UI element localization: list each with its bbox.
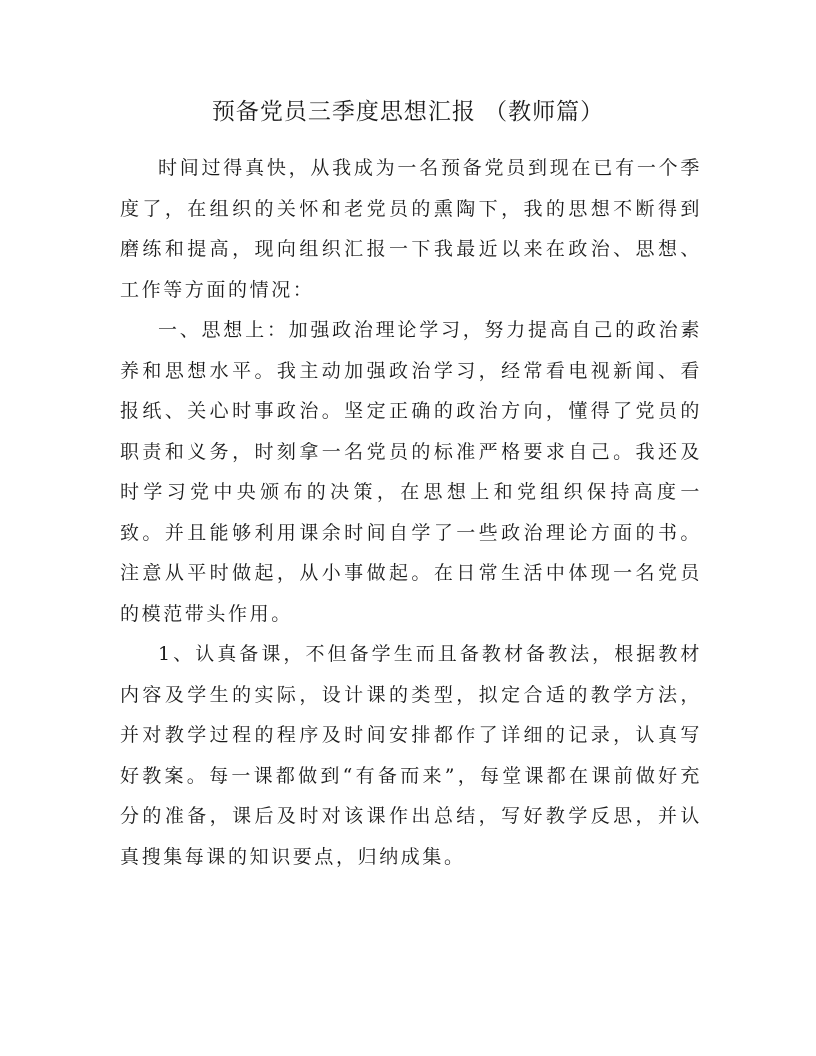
paragraph-lesson-prep: 1、认真备课，不但备学生而且备教材备教法，根据教材内容及学生的实际，设计课的类型，拟定合适的教学方法，并对教学过程的程序及时间安排都作了详细的记录，认真写好教案。每一课都做到“有备而来”，每堂课都在课前做好充分的准备，课后及时对该课作出总结，写好教学反思，并认真搜集每课的知识要点，归纳成集。 [120, 643, 702, 868]
paragraph-intro: 时间过得真快，从我成为一名预备党员到现在已有一个季度了，在组织的关怀和老党员的熏陶下，我的思想不断得到磨练和提高，现向组织汇报一下我最近以来在政治、思想、工作等方面的情况： [120, 157, 702, 301]
paragraph-ideology: 一、思想上：加强政治理论学习，努力提高自己的政治素养和思想水平。我主动加强政治学习，经常看电视新闻、看报纸、关心时事政治。坚定正确的政治方向，懂得了党员的职责和义务，时刻拿一名党员的标准严格要求自己。我还及时学习党中央颁布的决策，在思想上和党组织保持高度一致。并且能够利用课余时间自学了一些政治理论方面的书。注意从平时做起，从小事做起。在日常生活中体现一名党员的模范带头作用。 [120, 319, 702, 625]
document-title: 预备党员三季度思想汇报 （教师篇） [211, 99, 605, 125]
document-body [120, 148, 702, 877]
